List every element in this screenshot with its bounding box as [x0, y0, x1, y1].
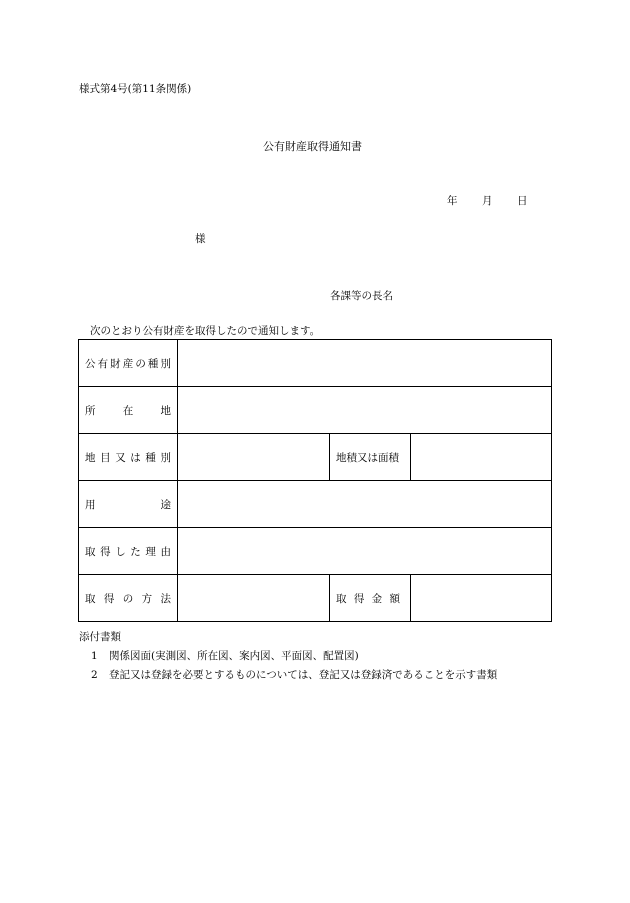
label-acquisition-amount	[330, 575, 411, 622]
value-area[interactable]	[411, 434, 552, 481]
value-property-type[interactable]	[178, 340, 552, 387]
value-acquisition-method[interactable]	[178, 575, 330, 622]
row-land-category	[79, 434, 552, 481]
label-char: 目	[100, 451, 111, 464]
date-day-label: 日	[517, 195, 528, 207]
label-char: 法	[160, 592, 171, 605]
label-char: 地	[85, 451, 96, 464]
row-location	[79, 387, 552, 434]
addressee-suffix: 様	[195, 233, 206, 245]
label-char: は	[130, 451, 141, 464]
label-char: 種	[147, 357, 159, 370]
document-title: 公有財産取得通知書	[263, 140, 362, 153]
label-char: 得	[353, 592, 365, 605]
label-char: た	[130, 545, 141, 558]
property-form-table	[78, 339, 552, 622]
attachment-number: 1	[91, 650, 98, 662]
attachment-text: 登記又は登録を必要とするものについては、登記又は登録済であることを示す書類	[109, 669, 498, 681]
label-char: 得	[100, 545, 111, 558]
label-char: 種	[145, 451, 156, 464]
label-char: 別	[160, 357, 171, 370]
label-char: 地	[160, 404, 171, 417]
row-acquisition-method	[79, 575, 552, 622]
label-char: の	[122, 592, 134, 605]
label-char: の	[135, 357, 146, 370]
label-char: 有	[97, 357, 109, 370]
label-char: 取	[85, 545, 96, 558]
attachment-number: 2	[91, 669, 98, 681]
label-char: 用	[85, 498, 96, 511]
label-location	[79, 387, 178, 434]
label-char: 由	[160, 545, 171, 558]
label-char: 在	[122, 404, 134, 417]
label-acquisition-method	[79, 575, 178, 622]
attachment-item	[91, 667, 497, 682]
date-month-label: 月	[482, 195, 493, 207]
label-char: 途	[160, 498, 171, 511]
attachments-title: 添付書類	[79, 631, 121, 643]
label-char: 取	[336, 592, 347, 605]
label-char: 得	[103, 592, 115, 605]
form-number: 様式第4号(第11条関係)	[79, 83, 192, 95]
label-char: し	[115, 545, 126, 558]
label-char: 財	[110, 357, 121, 370]
value-location[interactable]	[178, 387, 552, 434]
intro-text: 次のとおり公有財産を取得したので通知します。	[90, 325, 321, 337]
sender-name: 各課等の長名	[330, 290, 393, 302]
label-purpose	[79, 481, 178, 528]
label-char: 額	[389, 592, 400, 605]
label-char: 別	[160, 451, 171, 464]
row-acquisition-reason	[79, 528, 552, 575]
value-acquisition-amount[interactable]	[411, 575, 552, 622]
label-acquisition-reason	[79, 528, 178, 575]
label-char: 理	[145, 545, 156, 558]
value-acquisition-reason[interactable]	[178, 528, 552, 575]
label-area: 地積又は面積	[330, 434, 411, 481]
date-year-label: 年	[447, 195, 458, 207]
label-char: 公	[85, 357, 96, 370]
label-land-category	[79, 434, 178, 481]
label-char: 取	[85, 592, 96, 605]
attachment-text: 関係図面(実測図、所在図、案内図、平面図、配置図)	[109, 650, 359, 662]
value-purpose[interactable]	[178, 481, 552, 528]
label-property-type	[79, 340, 178, 387]
row-purpose	[79, 481, 552, 528]
row-property-type	[79, 340, 552, 387]
label-char: 方	[141, 592, 153, 605]
value-land-category[interactable]	[178, 434, 330, 481]
label-char: 金	[371, 592, 383, 605]
attachment-item	[91, 648, 359, 663]
label-char: 産	[122, 357, 134, 370]
label-char: 所	[85, 404, 96, 417]
label-char: 又	[115, 451, 126, 464]
